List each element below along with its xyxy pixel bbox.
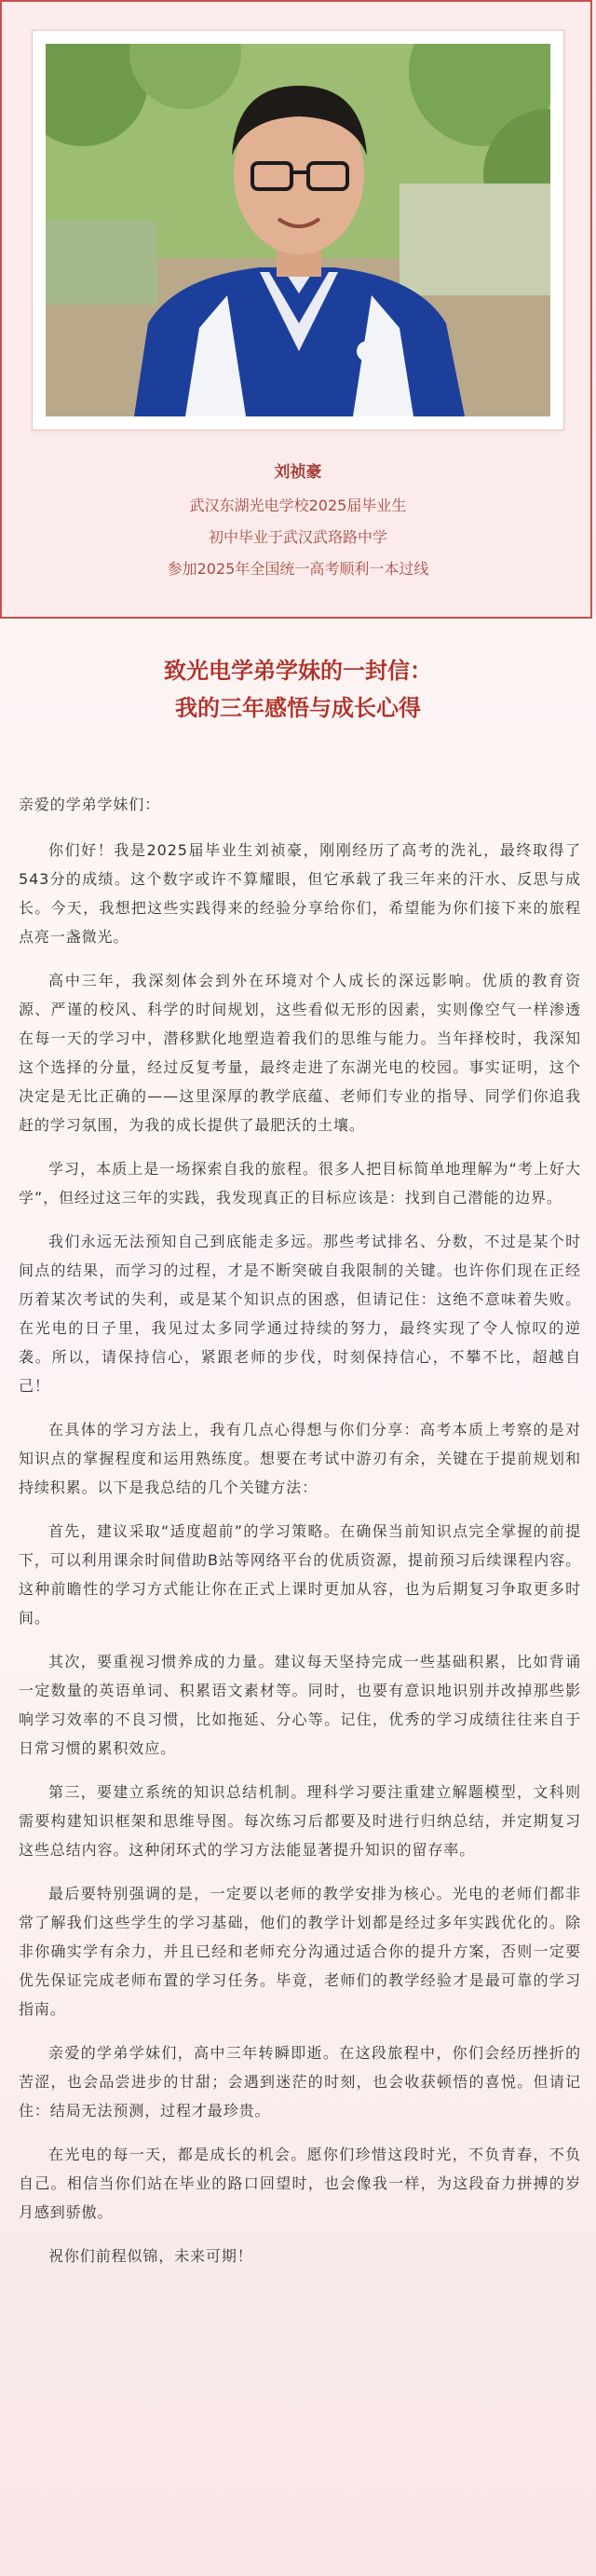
letter-paragraph: 其次，要重视习惯养成的力量。建议每天坚持完成一些基础积累，比如背诵一定数量的英语单词、积累语文素材等。同时，也要有意识地识别并改掉那些影响学习效率的不良习惯，比如拖延、分心等。记住，优秀的学习成绩往往来自于日常习惯的累积效应。 [19,1653,581,1757]
letter-paragraph: 你们好！我是2025届毕业生刘祯豪，刚刚经历了高考的洗礼，最终取得了543分的成绩。这个数字或许不算耀眼，但它承载了我三年来的汗水、反思与成长。今天，我想把这些实践得来的经验分享给你们，希望能为你们接下来的旅程点亮一盏微光。 [19,841,581,946]
letter-paragraph: 在具体的学习方法上，我有几点心得想与你们分享：高考本质上考察的是对知识点的掌握程度和运用熟练度。想要在考试中游刃有余，关键在于提前规划和持续积累。以下是我总结的几个关键方法： [19,1421,581,1496]
letter-paragraph: 高中三年，我深刻体会到外在环境对个人成长的深远影响。优质的教育资源、严谨的校风、科学的时间规划，这些看似无形的因素，实则像空气一样渗透在每一天的学习中，潜移默化地塑造着我们的思维与能力。当年择校时，我深知这个选择的分量，经过反复考量，最终走进了东湖光电的校园。事实证明，这个决定是无比正确的——这里深厚的教学底蕴、老师们专业的指导、同学们你追我赶的学习氛围，为我的成长提供了最肥沃的土壤。 [19,972,581,1134]
student-portrait-illustration [46,44,550,416]
student-photo [46,44,550,416]
letter-title [0,652,596,727]
letter-paragraph: 在光电的每一天，都是成长的机会。愿你们珍惜这段时光，不负青春，不负自己。相信当你们站在毕业的路口回望时，也会像我一样，为这段奋力拼搏的岁月感到骄傲。 [19,2146,581,2221]
letter-title-line-2: 我的三年感悟与成长心得 [175,695,421,721]
letter-paragraph: 首先，建议采取“适度超前”的学习策略。在确保当前知识点完全掌握的前提下，可以利用课余时间借助B站等网络平台的优质资源，提前预习后续课程内容。这种前瞻性的学习方式能让你在正式上课时更加从容，也为后期复习争取更多时间。 [19,1522,581,1627]
letter-paragraph: 第三，要建立系统的知识总结机制。理科学习要注重建立解题模型，文科则需要构建知识框架和思维导图。每次练习后都要及时进行归纳总结，并定期复习这些总结内容。这种闭环式的学习方法能显著提升知识的留存率。 [19,1783,581,1859]
photo-frame [32,30,564,430]
profile-line: 初中毕业于武汉武珞路中学 [208,528,387,546]
letter-closing: 祝你们前程似锦，未来可期！ [48,2247,253,2265]
letter-body [19,790,581,2285]
profile-card [0,0,592,619]
letter-title-line-1: 致光电学弟学妹的一封信： [164,658,432,684]
letter-paragraph: 最后要特别强调的是，一定要以老师的教学安排为核心。光电的老师们都非常了解我们这些学生的学习基础，他们的教学计划都是经过多年实践优化的。除非你确实学有余力，并且已经和老师充分沟通过适合你的提升方案，否则一定要优先保证完成老师布置的学习任务。毕竟，老师们的教学经验才是最可靠的学习指南。 [19,1885,581,2018]
letter-salutation: 亲爱的学弟学妹们： [19,796,161,813]
profile-line: 参加2025年全国统一高考顺利一本过线 [167,560,429,578]
student-name: 刘祯豪 [274,463,322,482]
profile-line: 武汉东湖光电学校2025届毕业生 [189,497,407,514]
profile-info [2,458,594,585]
letter-paragraph: 我们永远无法预知自己到底能走多远。那些考试排名、分数，不过是某个时间点的结果，而学习的过程，才是不断突破自我限制的关键。也许你们现在正经历着某次考试的失利，或是某个知识点的困惑，但请记住：这绝不意味着失败。在光电的日子里，我见过太多同学通过持续的努力，最终实现了令人惊叹的逆袭。所以，请保持信心，紧跟老师的步伐，时刻保持信心，不攀不比，超越自己！ [19,1233,581,1395]
letter-paragraph: 学习，本质上是一场探索自我的旅程。很多人把目标简单地理解为“考上好大学”，但经过这三年的实践，我发现真正的目标应该是：找到自己潜能的边界。 [19,1160,581,1206]
letter-paragraph: 亲爱的学弟学妹们，高中三年转瞬即逝。在这段旅程中，你们会经历挫折的苦涩，也会品尝进步的甘甜；会遇到迷茫的时刻，也会收获顿悟的喜悦。但请记住：结局无法预测，过程才最珍贵。 [19,2044,581,2119]
